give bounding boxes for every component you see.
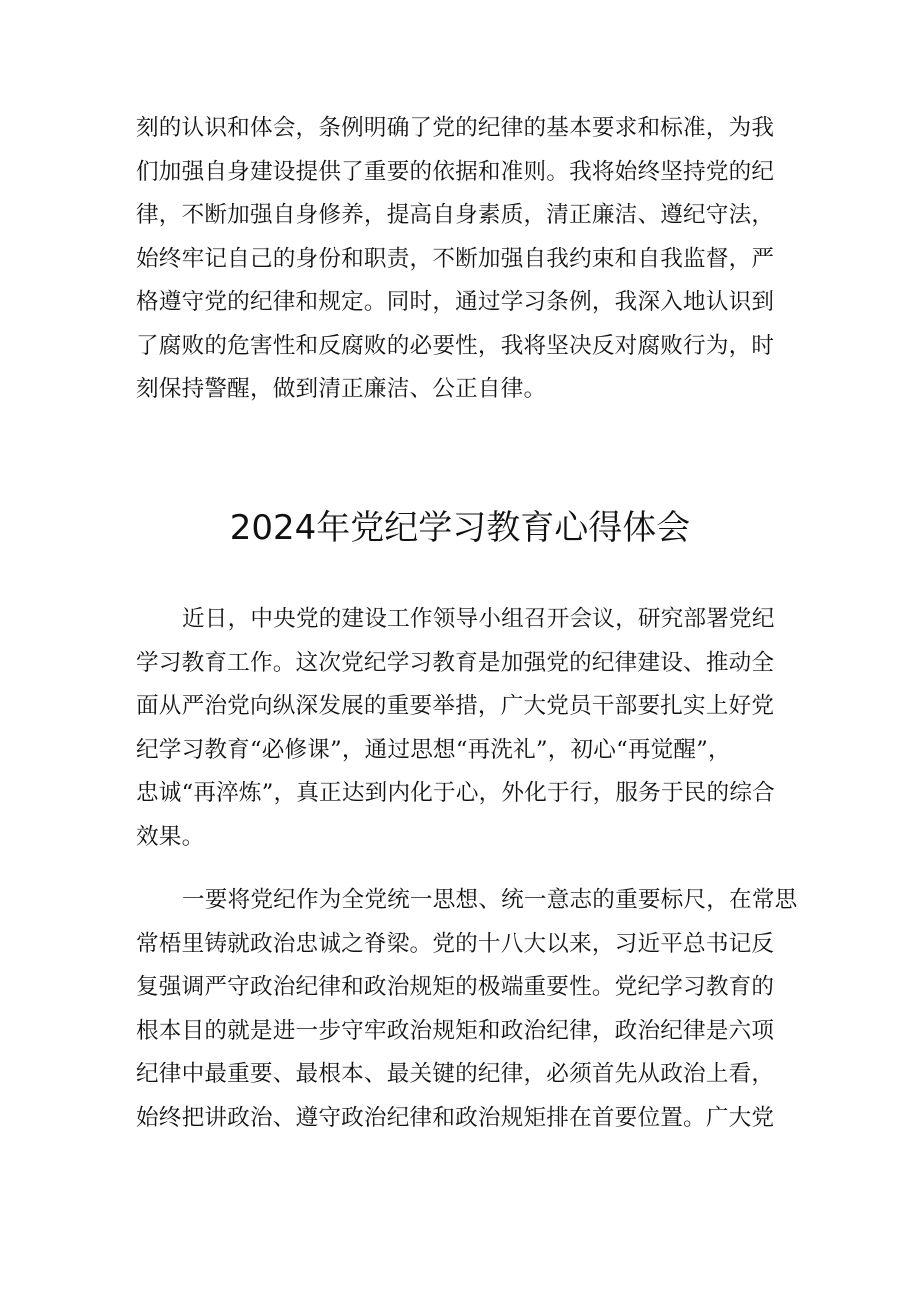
text-line: 忠诚“再淬炼”，真正达到内化于心，外化于行，服务于民的综合 <box>136 780 775 806</box>
continuation-paragraph <box>136 107 802 412</box>
paragraph-1 <box>136 598 802 859</box>
text-line: 纪学习教育“必修课”，通过思想“再洗礼”，初心“再觉醒”， <box>136 736 731 763</box>
text-line: 始终把讲政治、遵守政治纪律和政治规矩排在首要位置。广大党 <box>136 1104 775 1131</box>
text-line: 复强调严守政治纪律和政治规矩的极端重要性。党纪学习教育的 <box>136 974 775 1000</box>
text-line: 律，不断加强自身修养，提高自身素质，清正廉洁、遵纪守法， <box>136 202 775 228</box>
text-line: 刻的认识和体会，条例明确了党的纪律的基本要求和标准，为我 <box>136 115 775 141</box>
text-line: 们加强自身建设提供了重要的依据和准则。我将始终坚持党的纪 <box>136 158 775 185</box>
text-line: 近日，中央党的建设工作领导小组召开会议，研究部署党纪 <box>182 606 775 632</box>
text-line: 了腐败的危害性和反腐败的必要性，我将坚决反对腐败行为，时 <box>136 332 775 359</box>
text-line: 刻保持警醒，做到清正廉洁、公正自律。 <box>136 376 547 402</box>
text-line: 一要将党纪作为全党统一思想、统一意志的重要标尺，在常思 <box>182 887 798 913</box>
text-line: 常梧里铸就政治忠诚之脊梁。党的十八大以来，习近平总书记反 <box>136 930 775 957</box>
text-line: 效果。 <box>136 823 205 850</box>
text-line: 格遵守党的纪律和规定。同时，通过学习条例，我深入地认识到 <box>136 289 775 315</box>
document-title: 2024年党纪学习教育心得体会 <box>229 508 691 548</box>
text-line: 纪律中最重要、最根本、最关键的纪律，必须首先从政治上看， <box>136 1061 775 1087</box>
text-line: 始终牢记自己的身份和职责，不断加强自我约束和自我监督，严 <box>136 245 775 272</box>
text-line: 面从严治党向纵深发展的重要举措，广大党员干部要扎实上好党 <box>136 693 775 719</box>
paragraph-2 <box>136 879 802 1140</box>
text-line: 根本目的就是进一步守牢政治规矩和政治纪律，政治纪律是六项 <box>136 1017 775 1044</box>
text-line: 学习教育工作。这次党纪学习教育是加强党的纪律建设、推动全 <box>136 649 775 676</box>
